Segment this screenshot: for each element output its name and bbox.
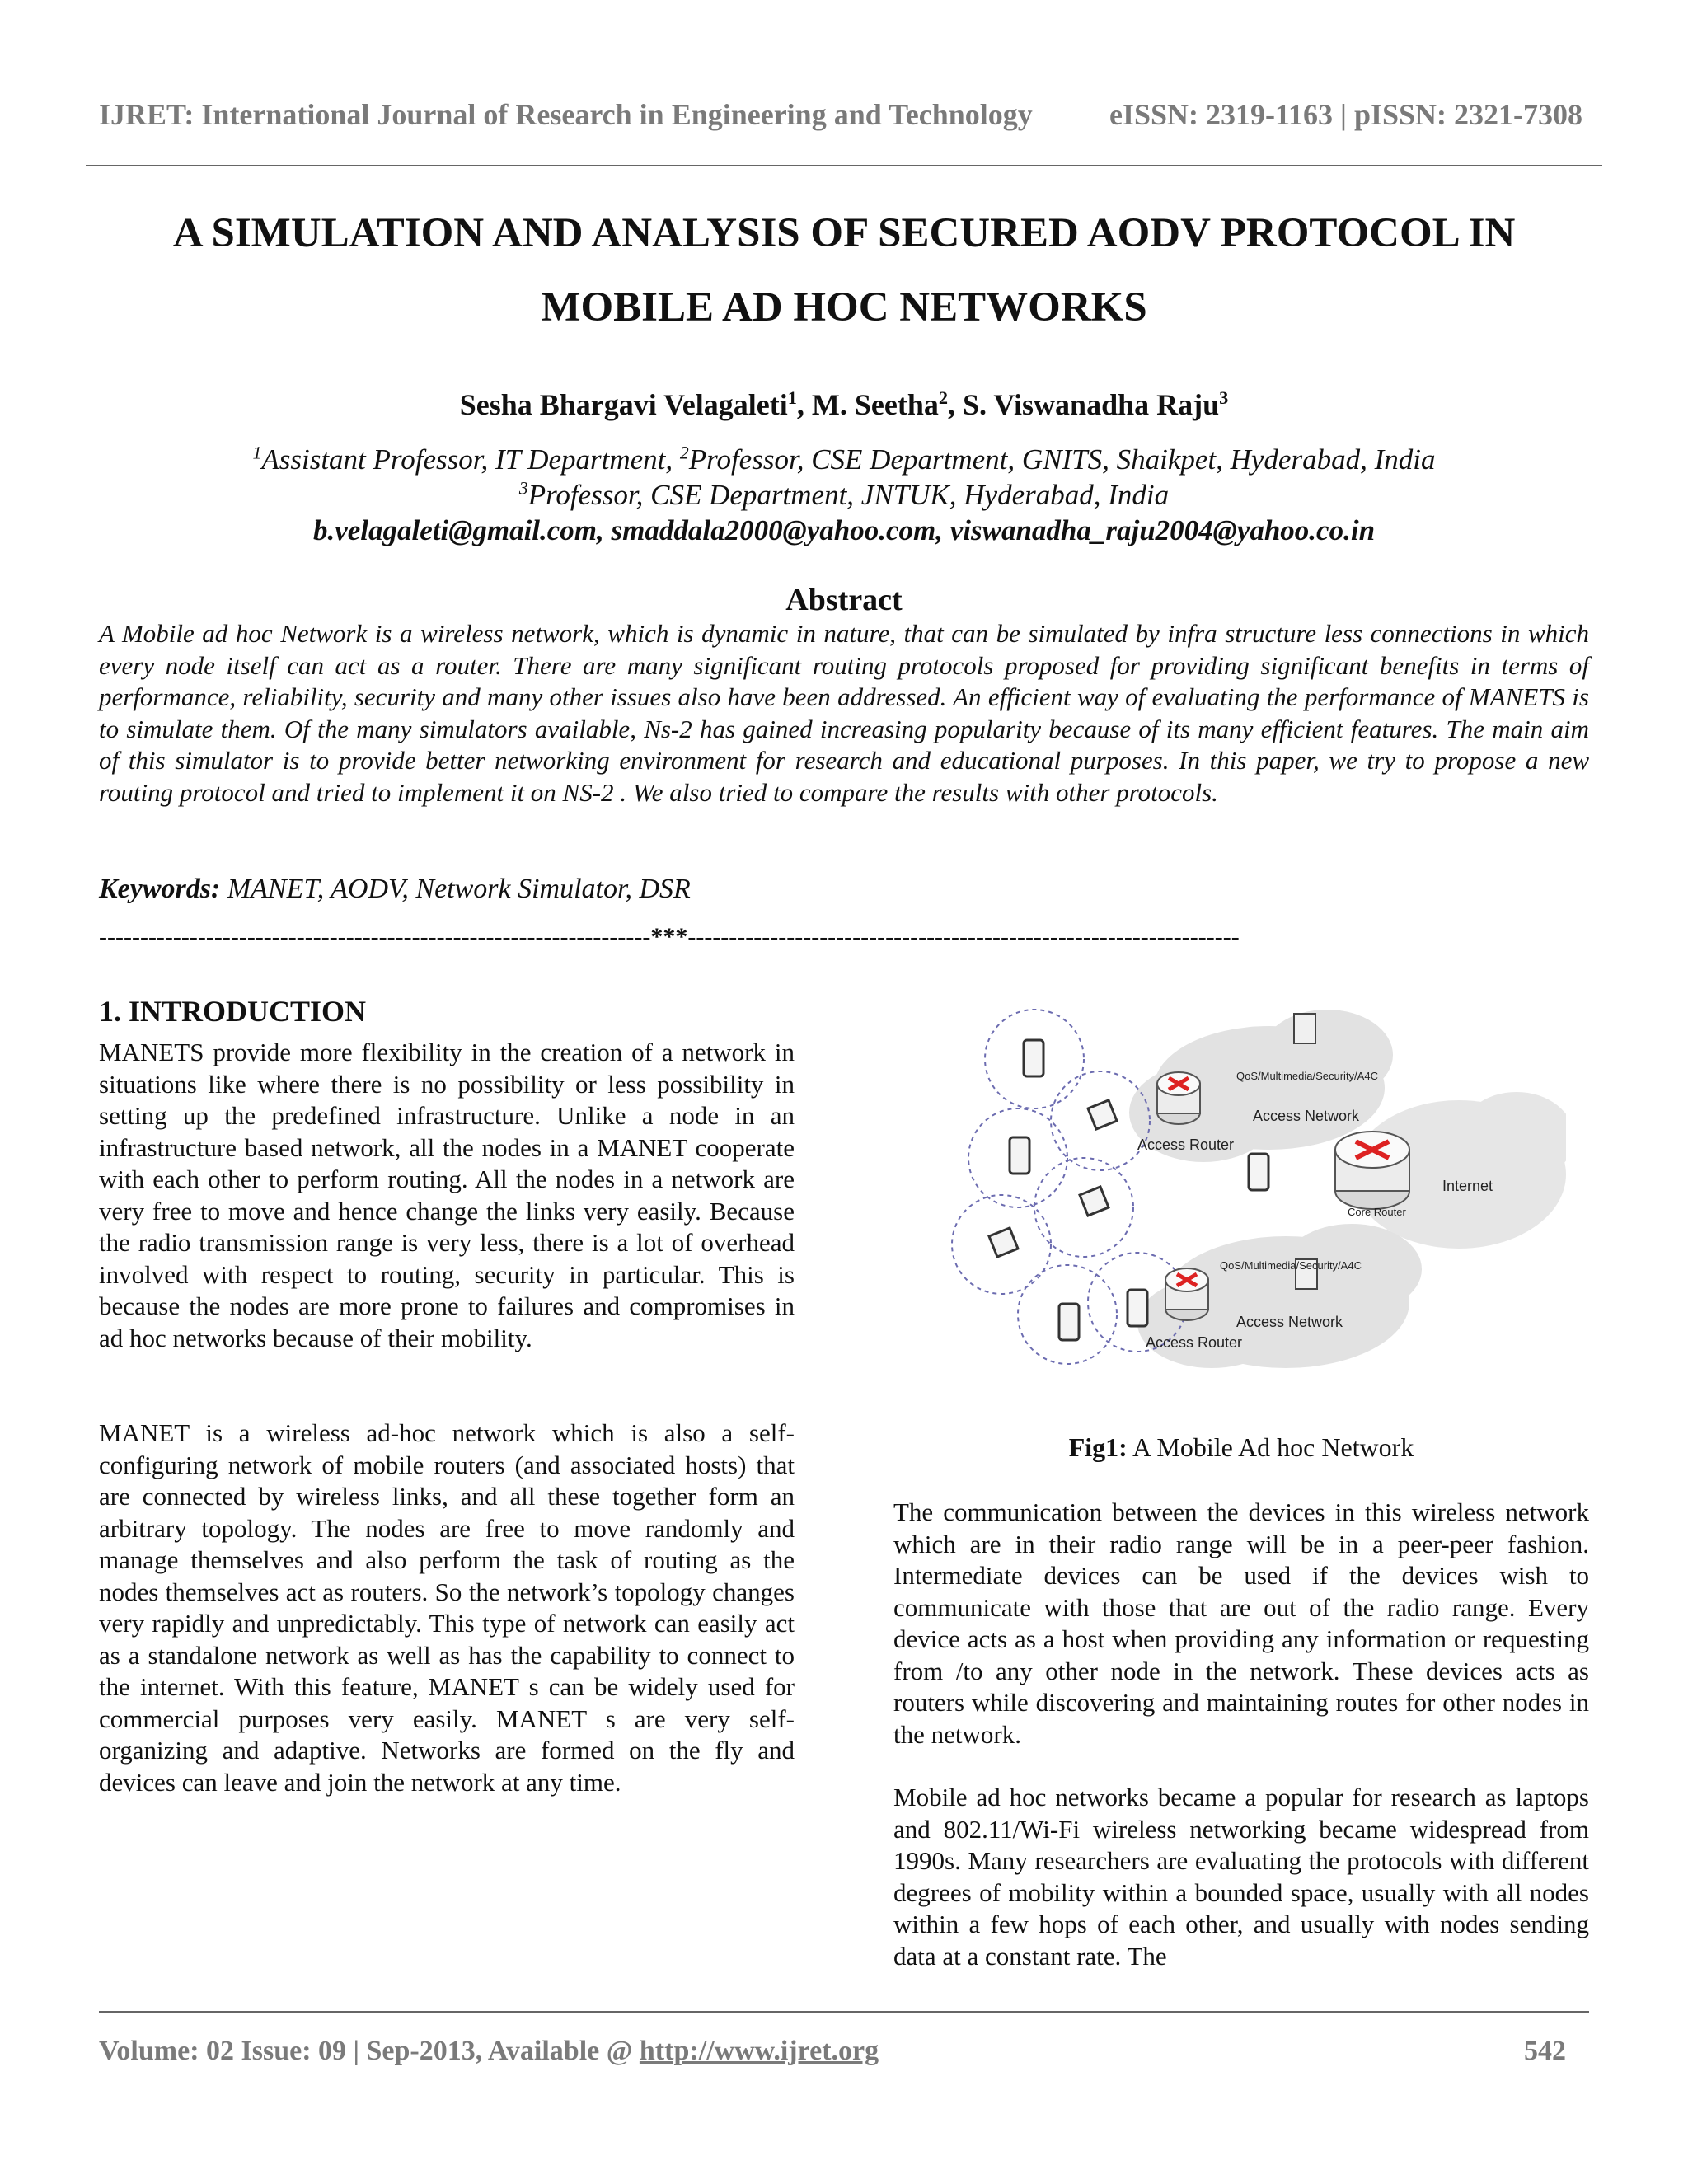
keywords [99, 874, 691, 905]
qos-label-bottom: QoS/Multimedia/Security/A4C [1220, 1259, 1362, 1272]
figure-caption [893, 1432, 1589, 1463]
access-router-label-top: Access Router [1137, 1137, 1235, 1153]
section-heading: 1. INTRODUCTION [99, 995, 367, 1028]
affil-sup-2: 2 [679, 443, 689, 463]
affil-2: Professor, CSE Department, GNITS, Shaikpet, Hyderabad, India [688, 443, 1436, 476]
journal-name: IJRET: International Journal of Research in Engineering and Technology [99, 98, 1033, 131]
author-2-sup: 2 [938, 387, 949, 408]
author-1-sup: 1 [787, 387, 797, 408]
affil-sup-3: 3 [518, 478, 528, 499]
title-line-1: A SIMULATION AND ANALYSIS OF SECURED AODV PROTOCOL IN [172, 210, 1516, 256]
affil-1: Assistant Professor, IT Department, [261, 443, 680, 476]
issn: eISSN: 2319-1163 | pISSN: 2321-7308 [1109, 98, 1582, 131]
qos-label-top: QoS/Multimedia/Security/A4C [1236, 1070, 1378, 1082]
author-sep: , [948, 388, 964, 421]
section-divider: -------------------------------------------------------------------***------------------------------------------------------------------- [99, 923, 1240, 950]
internet-label: Internet [1442, 1178, 1493, 1194]
caption-label: Fig1: [1068, 1432, 1128, 1462]
access-network-label-bottom: Access Network [1236, 1314, 1343, 1330]
header-rule [86, 165, 1602, 166]
access-network-label-top: Access Network [1253, 1108, 1360, 1124]
keywords-list: MANET, AODV, Network Simulator, DSR [220, 874, 691, 904]
authors [86, 387, 1602, 422]
manet-figure [940, 997, 1566, 1401]
title-line-2: MOBILE AD HOC NETWORKS [541, 284, 1147, 330]
intro-paragraph-4: Mobile ad hoc networks became a popular for research as laptops and 802.11/Wi-Fi wireless networking became widespread from 1990s. Many researchers are evaluating the protocols with different degrees of mobility within a bounded space, usually with all nodes within a few hops of each other, and usually with nodes sending data at a constant rate. The [893, 1783, 1589, 1971]
affiliation-line-2 [86, 477, 1602, 513]
affil-sup-1: 1 [252, 443, 262, 463]
abstract-heading: Abstract [785, 583, 903, 617]
affiliation-line-1 [86, 442, 1602, 477]
author-3: S. Viswanadha Raju [963, 388, 1220, 421]
page-number: 542 [1524, 2036, 1566, 2066]
intro-paragraph-1: MANETS provide more flexibility in the creation of a network in situations like where there is no possibility or less possibility in setting up the predefined infrastructure. Unlike a node in an infrastructure based network, all the nodes in a MANET cooperate with each other to perform routing. All the nodes in a network are very free to move and hence change the links very easily. Because the radio transmission range is very less, there is a lot of overhead involved with respect to routing, security in particular. This is because the nodes are more prone to failures and compromises in ad hoc networks because of their mobility. [99, 1038, 795, 1352]
intro-paragraph-2: MANET is a wireless ad-hoc network which is also a self-configuring network of mobile routers (and associated hosts) that are connected by wireless links, and all these together form an arbitrary topology. The nodes are free to move randomly and manage themselves and also perform the task of routing as the nodes themselves act as routers. So the network’s topology changes very rapidly and unpredictably. This type of network can easily act as a standalone network as well as has the capability to connect to the internet. With this feature, MANET s can be widely used for commercial purposes very easily. MANET s are very self-organizing and adaptive. Networks are formed on the fly and devices can leave and join the network at any time. [99, 1418, 795, 1797]
keywords-label: Keywords: [99, 874, 221, 904]
author-3-sup: 3 [1219, 387, 1229, 408]
author-sep: , [796, 388, 812, 421]
author-emails: b.velagaleti@gmail.com, smaddala2000@yahoo.com, viswanadha_raju2004@yahoo.co.in [312, 514, 1376, 546]
core-router-label: Core Router [1348, 1206, 1406, 1218]
affiliations [86, 442, 1602, 548]
abstract-text: A Mobile ad hoc Network is a wireless network, which is dynamic in nature, that can be simulated by infra structure less connections in which every node itself can act as a router. There are many significant routing protocols proposed for providing significant benefits in terms of performance, reliability, security and many other issues also have been addressed. An efficient way of evaluating the performance of MANETS is to simulate them. Of the many simulators available, Ns-2 has gained increasing popularity because of its many efficient features. The main aim of this simulator is to provide better networking environment for research and educational purposes. In this paper, we try to propose a new routing protocol and tried to implement it on NS-2 . We also tried to compare the results with other protocols. [99, 619, 1589, 807]
access-router-label-bottom: Access Router [1146, 1334, 1243, 1351]
footer-volume-text: Volume: 02 Issue: 09 | Sep-2013, Available @ [99, 2036, 640, 2066]
author-2: M. Seetha [811, 388, 939, 421]
author-1: Sesha Bhargavi Velagaleti [459, 388, 788, 421]
footer-rule [99, 2011, 1589, 2013]
paper-title [86, 196, 1602, 344]
affil-3: Professor, CSE Department, JNTUK, Hyderabad, India [528, 479, 1170, 511]
journal-url-link[interactable]: http://www.ijret.org [639, 2036, 879, 2066]
intro-paragraph-3: The communication between the devices in this wireless network which are in their radio range will be in a peer-peer fashion. Intermediate devices can be used if the devices wish to communicate with those that are out of the radio range. Every device acts as a host when providing any information or requesting from /to any other node in the network. These devices acts as routers while discovering and maintaining routes for other nodes in the network. [893, 1497, 1589, 1749]
caption-text: A Mobile Ad hoc Network [1127, 1432, 1414, 1462]
footer-volume [99, 2036, 879, 2067]
